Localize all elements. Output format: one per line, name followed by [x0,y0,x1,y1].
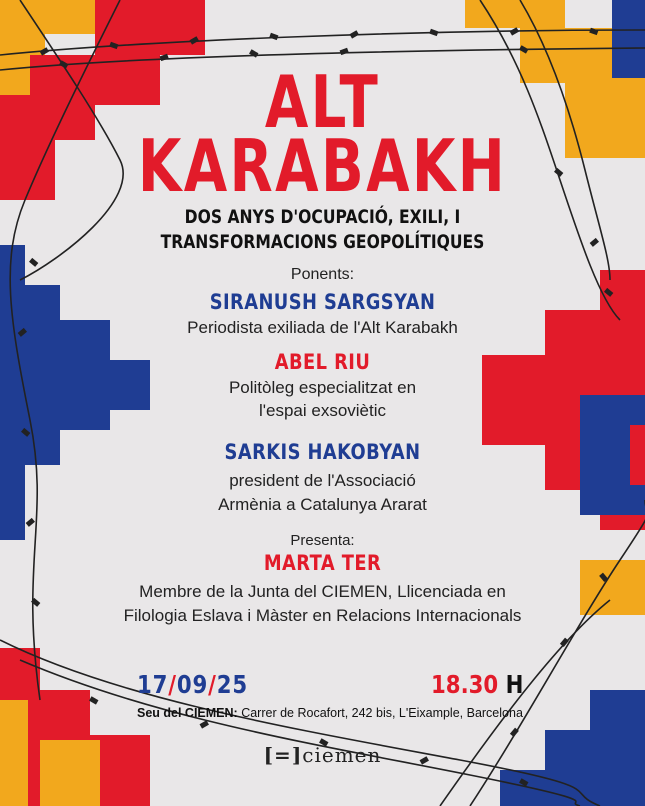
presenter-name: MARTA TER [263,551,382,575]
subtitle-line-1: DOS ANYS D'OCUPACIÓ, EXILI, I [184,206,461,228]
presenter-desc: Filologia Eslava i Màster en Relacions Internacionals [123,606,522,625]
title-line-2: KARABAKH [137,124,508,208]
speaker-desc: president de l'Associació [229,471,416,490]
date-day: 17 [137,670,169,699]
logo-bracket: [=] [263,743,303,767]
date-separator: / [168,670,177,699]
venue-place: Seu del CIEMEN: [137,706,238,720]
speaker-desc: Politòleg especialitzat en [228,378,417,397]
speaker-desc: Periodista exiliada de l'Alt Karabakh [187,318,458,337]
presenta-label: Presenta: [290,532,355,549]
speaker-name: ABEL RIU [274,350,371,374]
venue-address: Carrer de Rocafort, 242 bis, L'Eixample, Barcelona [241,706,523,720]
date-month: 09 [176,670,209,699]
speaker-desc: l'espai exsoviètic [258,401,387,420]
ponents-label: Ponents: [290,266,355,283]
presenter-desc: Membre de la Junta del CIEMEN, Llicenciada en [139,582,506,601]
speaker-name: SIRANUSH SARGSYAN [209,290,436,314]
speaker-name: SARKIS HAKOBYAN [224,440,421,464]
subtitle-line-2: TRANSFORMACIONS GEOPOLÍTIQUES [160,231,485,253]
speaker-desc: Armènia a Catalunya Ararat [218,495,427,514]
logo-name: ciemen [302,743,382,767]
ciemen-logo [0,743,645,767]
event-time [431,670,523,699]
time-value: 18.30 [431,670,499,699]
venue [137,706,523,720]
date-year: 25 [216,670,249,699]
time-unit: H [505,670,524,699]
date-separator: / [208,670,217,699]
event-date [137,670,248,699]
title-line-1: ALT [264,60,381,144]
